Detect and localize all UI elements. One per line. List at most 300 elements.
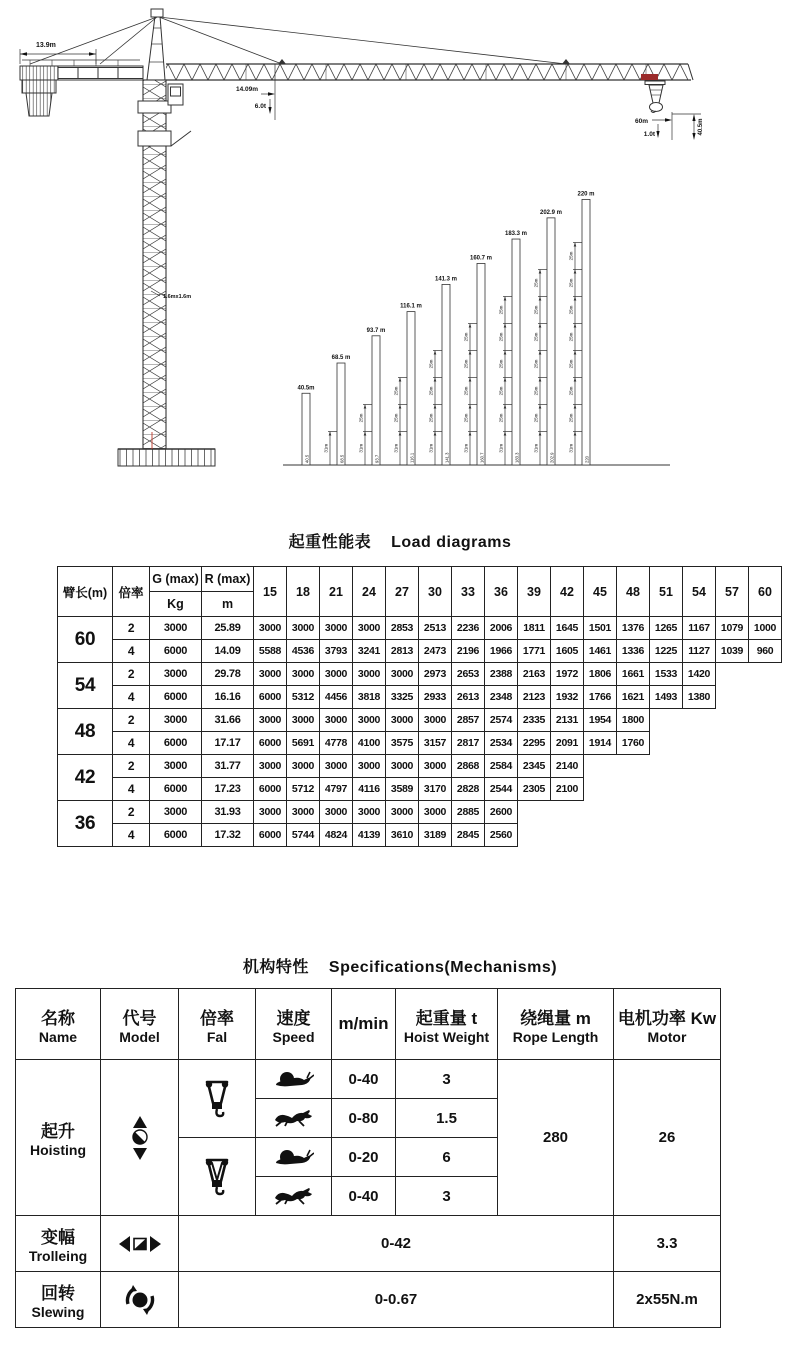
load-value-cell: 2236 (452, 617, 485, 640)
crane-foundation (118, 449, 215, 466)
segment-label: 25m (533, 359, 539, 369)
load-value-cell: 2163 (518, 663, 551, 686)
load-value-cell: 3000 (254, 617, 287, 640)
load-value-cell: 3000 (287, 801, 320, 824)
load-value-cell: 2140 (551, 755, 584, 778)
segment-label: 25m (498, 305, 504, 315)
radius-header: 27 (386, 567, 419, 617)
jib-length-cell: 54 (58, 663, 113, 709)
load-value-cell: 2100 (551, 778, 584, 801)
load-value-cell: 3000 (419, 755, 452, 778)
segment-label: 25m (498, 413, 504, 423)
segment-label: 31m (428, 443, 434, 453)
hook-icon (650, 103, 663, 112)
load-value-cell: 1811 (518, 617, 551, 640)
load-value-cell: 3000 (320, 709, 353, 732)
crane-mast (138, 80, 191, 449)
radius-header: 54 (683, 567, 716, 617)
counterweight-slab (20, 66, 58, 80)
bar-top-label: 160.7 m (469, 255, 493, 262)
segment-label: 25m (533, 332, 539, 342)
table-row (58, 686, 782, 709)
load-value-cell: 1376 (617, 617, 650, 640)
load-value-cell: 3000 (353, 663, 386, 686)
spec-table-title (0, 954, 800, 977)
load-value-cell: 3793 (320, 640, 353, 663)
counterweight-block (22, 80, 56, 93)
column-header: m/min (332, 989, 396, 1060)
load-value-cell: 2613 (452, 686, 485, 709)
fal-cell: 2 (113, 801, 150, 824)
motor-power-value: 3.3 (614, 1216, 721, 1272)
crane-drawing (0, 0, 800, 500)
fal-cell: 2 (113, 617, 150, 640)
load-value-cell: 3000 (254, 801, 287, 824)
gmax-cell: 6000 (150, 640, 202, 663)
load-value-cell: 2335 (518, 709, 551, 732)
load-value-cell: 1966 (485, 640, 518, 663)
mechanism-name-hoisting: 起升 Hoisting (16, 1060, 101, 1216)
gmax-cell: 3000 (150, 801, 202, 824)
fal-cell: 4 (113, 778, 150, 801)
load-value-cell: 3000 (353, 755, 386, 778)
segment-label: 25m (463, 413, 469, 423)
load-value-cell: 1806 (584, 663, 617, 686)
segment-label: 25m (533, 305, 539, 315)
load-value-cell: 1127 (683, 640, 716, 663)
rmax-unit-header: m (202, 592, 254, 617)
table-row (58, 732, 782, 755)
bar-top-label: 202.9 m (539, 209, 563, 216)
spec-table-title-cn: 机构特性 (242, 959, 309, 976)
gmax-cell: 6000 (150, 732, 202, 755)
load-value-cell: 3000 (386, 801, 419, 824)
segment-label: 25m (428, 413, 434, 423)
table-row (58, 755, 782, 778)
height-bar (547, 218, 555, 465)
crane-counter-jib (20, 60, 143, 116)
load-table-title-cn: 起重性能表 (288, 534, 372, 551)
crane-labels (36, 42, 704, 300)
load-value-cell: 2653 (452, 663, 485, 686)
speed-value: 0-40 (332, 1060, 396, 1099)
load-table (57, 566, 782, 847)
bar-base-label: 68.5 (339, 454, 345, 463)
rmax-cell: 16.16 (202, 686, 254, 709)
mechanism-name-trolleing: 变幅 Trolleing (16, 1216, 101, 1272)
load-value-cell: 1265 (650, 617, 683, 640)
load-value-cell: 1420 (683, 663, 716, 686)
load-value-cell: 3000 (287, 663, 320, 686)
load-value-cell: 2544 (485, 778, 518, 801)
rmax-cell: 17.23 (202, 778, 254, 801)
rmax-cell: 29.78 (202, 663, 254, 686)
hook-height-label: 40.5m (698, 118, 704, 136)
load-value-cell: 1771 (518, 640, 551, 663)
column-header: 电机功率 Kw Motor (614, 989, 721, 1060)
fal-cell: 2 (113, 709, 150, 732)
speed-value: 0-0.67 (179, 1272, 614, 1328)
snail-icon (256, 1138, 332, 1177)
load-value-cell: 1954 (584, 709, 617, 732)
table-row (58, 640, 782, 663)
load-value-cell: 4797 (320, 778, 353, 801)
slew-symbol-icon (101, 1272, 179, 1328)
table-row (58, 663, 782, 686)
fal-cell: 2 (113, 755, 150, 778)
segment-label: 25m (533, 413, 539, 423)
fal-cell: 4 (113, 640, 150, 663)
bar-top-label: 183.3 m (504, 231, 528, 238)
rmax-cell: 31.93 (202, 801, 254, 824)
speed-value: 0-40 (332, 1177, 396, 1216)
radius-header: 18 (287, 567, 320, 617)
segment-label: 25m (393, 413, 399, 423)
gmax-cell: 6000 (150, 824, 202, 847)
segment-label: 25m (533, 278, 539, 288)
load-value-cell: 3000 (254, 709, 287, 732)
load-value-cell: 2295 (518, 732, 551, 755)
bar-top-label: 93.7 m (366, 327, 386, 334)
bar-base-label: 93.7 (374, 454, 380, 463)
motor-power-value: 26 (614, 1060, 721, 1216)
table-row (58, 778, 782, 801)
load-value-cell: 3000 (386, 755, 419, 778)
radius-header: 45 (584, 567, 617, 617)
segment-label: 25m (428, 359, 434, 369)
load-value-cell: 960 (749, 640, 782, 663)
segment-label: 25m (463, 332, 469, 342)
column-header: 代号 Model (101, 989, 179, 1060)
load-value-cell: 3000 (254, 663, 287, 686)
load-value-cell: 1800 (617, 709, 650, 732)
fal-cell: 4 (113, 824, 150, 847)
load-value-cell: 2473 (419, 640, 452, 663)
load-value-cell: 1461 (584, 640, 617, 663)
load-value-cell: 3000 (386, 663, 419, 686)
rmax-cell: 31.66 (202, 709, 254, 732)
load-value-cell: 1533 (650, 663, 683, 686)
bar-base-label: 141.3 (444, 452, 450, 463)
bar-top-label: 220 m (577, 191, 595, 198)
load-value-cell: 2513 (419, 617, 452, 640)
segment-label: 25m (568, 386, 574, 396)
load-value-cell: 4456 (320, 686, 353, 709)
load-value-cell: 2345 (518, 755, 551, 778)
hare-icon (256, 1177, 332, 1216)
load-value-cell: 3157 (419, 732, 452, 755)
column-header: 绕绳量 m Rope Length (498, 989, 614, 1060)
load-value-cell: 6000 (254, 778, 287, 801)
load-value-cell: 2131 (551, 709, 584, 732)
segment-label: 25m (568, 278, 574, 288)
jib-length-cell: 48 (58, 709, 113, 755)
hoist-weight-value: 3 (396, 1060, 498, 1099)
load-table-title-en: Load diagrams (391, 534, 512, 551)
dimension-annotations (20, 49, 701, 296)
load-value-cell: 5312 (287, 686, 320, 709)
load-value-cell: 3170 (419, 778, 452, 801)
table-row (58, 709, 782, 732)
load-value-cell: 3189 (419, 824, 452, 847)
load-value-cell: 1493 (650, 686, 683, 709)
load-value-cell: 3000 (419, 709, 452, 732)
gmax-cell: 6000 (150, 778, 202, 801)
fal-cell: 4 (113, 732, 150, 755)
load-value-cell: 1605 (551, 640, 584, 663)
load-value-cell: 1766 (584, 686, 617, 709)
column-header: 名称 Name (16, 989, 101, 1060)
load-value-cell: 1336 (617, 640, 650, 663)
load-value-cell: 4116 (353, 778, 386, 801)
column-header: 起重量 t Hoist Weight (396, 989, 498, 1060)
bar-base-label: 160.7 (479, 452, 485, 463)
radius-header: 39 (518, 567, 551, 617)
tip-radius-label: 60m (634, 118, 648, 125)
load-value-cell: 3241 (353, 640, 386, 663)
load-value-cell: 2006 (485, 617, 518, 640)
load-value-cell: 3575 (386, 732, 419, 755)
load-value-cell: 5712 (287, 778, 320, 801)
load-value-cell: 1621 (617, 686, 650, 709)
load-value-cell: 3325 (386, 686, 419, 709)
segment-label: 25m (498, 332, 504, 342)
load-value-cell: 4100 (353, 732, 386, 755)
rope-length-value: 280 (498, 1060, 614, 1216)
rmax-header: R (max) (202, 567, 254, 592)
load-value-cell: 1000 (749, 617, 782, 640)
segment-label: 25m (498, 386, 504, 396)
load-value-cell: 1079 (716, 617, 749, 640)
bar-base-label: 40.5 (304, 454, 310, 463)
load-value-cell: 4139 (353, 824, 386, 847)
gmax-header: G (max) (150, 567, 202, 592)
bar-top-label: 68.5 m (331, 355, 351, 362)
trolley-symbol-icon (101, 1216, 179, 1272)
load-value-cell: 2123 (518, 686, 551, 709)
radius-header: 30 (419, 567, 452, 617)
segment-label: 25m (568, 332, 574, 342)
speed-value: 0-20 (332, 1138, 396, 1177)
load-value-cell: 2388 (485, 663, 518, 686)
hoist-weight-value: 1.5 (396, 1099, 498, 1138)
fal-cell: 2 (113, 663, 150, 686)
load-value-cell: 4536 (287, 640, 320, 663)
load-value-cell: 3000 (320, 801, 353, 824)
segment-label: 25m (393, 386, 399, 396)
segment-label: 25m (568, 359, 574, 369)
load-value-cell: 3000 (320, 617, 353, 640)
load-value-cell: 1914 (584, 732, 617, 755)
load-value-cell: 4824 (320, 824, 353, 847)
snail-icon (256, 1060, 332, 1099)
height-bar (477, 263, 485, 465)
radius-header: 51 (650, 567, 683, 617)
load-value-cell: 1645 (551, 617, 584, 640)
segment-label: 31m (533, 443, 539, 453)
load-value-cell: 3000 (320, 755, 353, 778)
load-value-cell: 2348 (485, 686, 518, 709)
jib-length-cell: 60 (58, 617, 113, 663)
load-value-cell: 2933 (419, 686, 452, 709)
spec-table-title-en: Specifications(Mechanisms) (328, 959, 558, 976)
rmax-cell: 25.89 (202, 617, 254, 640)
bar-base-label: 183.3 (514, 452, 520, 463)
load-value-cell: 3000 (386, 709, 419, 732)
jib-length-cell: 36 (58, 801, 113, 847)
load-value-cell: 1661 (617, 663, 650, 686)
fal-cell: 4 (113, 686, 150, 709)
load-value-cell: 2868 (452, 755, 485, 778)
segment-label: 31m (498, 443, 504, 453)
load-value-cell: 1501 (584, 617, 617, 640)
load-value-cell: 3000 (320, 663, 353, 686)
table-row (58, 617, 782, 640)
load-value-cell: 2560 (485, 824, 518, 847)
height-bar (302, 393, 310, 465)
load-value-cell: 3818 (353, 686, 386, 709)
load-value-cell: 5744 (287, 824, 320, 847)
load-value-cell: 1972 (551, 663, 584, 686)
radius-header: 57 (716, 567, 749, 617)
load-value-cell: 1167 (683, 617, 716, 640)
segment-label: 25m (498, 359, 504, 369)
segment-label: 31m (358, 443, 364, 453)
height-bar (582, 199, 590, 465)
rmax-cell: 14.09 (202, 640, 254, 663)
load-value-cell: 3589 (386, 778, 419, 801)
load-value-cell: 2600 (485, 801, 518, 824)
segment-label: 31m (393, 443, 399, 453)
load-value-cell: 3610 (386, 824, 419, 847)
load-value-cell: 2817 (452, 732, 485, 755)
segment-label: 25m (463, 386, 469, 396)
spec-table (15, 988, 721, 1328)
mechanism-name-slewing: 回转 Slewing (16, 1272, 101, 1328)
column-header: 倍率 Fal (179, 989, 256, 1060)
height-bar (407, 312, 415, 465)
load-value-cell: 2305 (518, 778, 551, 801)
jib-length-header: 臂长(m) (58, 567, 113, 617)
radius-header: 36 (485, 567, 518, 617)
bar-base-label: 116.1 (409, 452, 415, 463)
load-value-cell: 2584 (485, 755, 518, 778)
load-value-cell: 3000 (419, 801, 452, 824)
load-table-title (0, 529, 800, 552)
radius-header: 42 (551, 567, 584, 617)
height-bar (512, 239, 520, 465)
radius-header: 24 (353, 567, 386, 617)
load-value-cell: 3000 (287, 709, 320, 732)
segment-label: 25m (568, 305, 574, 315)
speed-value: 0-80 (332, 1099, 396, 1138)
hoisting-symbol-icon (101, 1060, 179, 1216)
segment-label: 25m (428, 386, 434, 396)
load-value-cell: 6000 (254, 686, 287, 709)
bar-top-label: 141.3 m (434, 276, 458, 283)
height-bar-chart (283, 191, 670, 465)
load-value-cell: 1225 (650, 640, 683, 663)
segment-label: 25m (568, 251, 574, 261)
radius-header: 21 (320, 567, 353, 617)
load-value-cell: 5588 (254, 640, 287, 663)
table-row (58, 801, 782, 824)
height-bar (337, 363, 345, 465)
segment-label: 31m (568, 443, 574, 453)
load-value-cell: 2574 (485, 709, 518, 732)
load-value-cell: 3000 (353, 617, 386, 640)
table-row (58, 824, 782, 847)
segment-label: 25m (463, 359, 469, 369)
gmax-cell: 3000 (150, 663, 202, 686)
load-value-cell: 2853 (386, 617, 419, 640)
load-value-cell: 3000 (287, 617, 320, 640)
counter-jib-length-label: 13.9m (36, 42, 56, 49)
bar-base-label: 202.9 (549, 452, 555, 463)
radius-header: 33 (452, 567, 485, 617)
segment-label: 25m (533, 386, 539, 396)
rmax-cell: 17.17 (202, 732, 254, 755)
crane-trolley-hook (645, 81, 665, 113)
gmax-cell: 3000 (150, 617, 202, 640)
hare-icon (256, 1099, 332, 1138)
load-value-cell: 1760 (617, 732, 650, 755)
load-value-cell: 1380 (683, 686, 716, 709)
gmax-cell: 6000 (150, 686, 202, 709)
load-value-cell: 2534 (485, 732, 518, 755)
load-value-cell: 2857 (452, 709, 485, 732)
rmax-cell: 31.77 (202, 755, 254, 778)
height-bar (442, 284, 450, 465)
radius-header: 15 (254, 567, 287, 617)
load-value-cell: 3000 (353, 801, 386, 824)
segment-label: 25m (568, 413, 574, 423)
jib-length-cell: 42 (58, 755, 113, 801)
bar-top-label: 116.1 m (400, 303, 422, 310)
load-value-cell: 2196 (452, 640, 485, 663)
load-value-cell: 4778 (320, 732, 353, 755)
load-value-cell: 6000 (254, 824, 287, 847)
load-value-cell: 2813 (386, 640, 419, 663)
load-value-cell: 2091 (551, 732, 584, 755)
load-value-cell: 1932 (551, 686, 584, 709)
crane-jib (166, 59, 693, 80)
load-value-cell: 6000 (254, 732, 287, 755)
mid-load-label: 6.0t (254, 103, 266, 110)
height-bar (372, 336, 380, 465)
segment-label: 31m (323, 443, 329, 453)
bar-top-label: 40.5m (297, 385, 315, 392)
hoist-weight-value: 6 (396, 1138, 498, 1177)
crane-structure (20, 9, 701, 466)
tip-load-label: 1.0t (643, 131, 655, 138)
speed-value: 0-42 (179, 1216, 614, 1272)
motor-power-value: 2x55N.m (614, 1272, 721, 1328)
four-fall-pulley-icon (179, 1138, 256, 1216)
segment-label: 25m (358, 413, 364, 423)
load-value-cell: 3000 (353, 709, 386, 732)
load-value-cell: 1039 (716, 640, 749, 663)
load-value-cell: 2885 (452, 801, 485, 824)
gmax-cell: 3000 (150, 755, 202, 778)
trolley-position-marker (641, 74, 658, 80)
mid-radius-label: 14.09m (235, 86, 258, 93)
bar-base-label: 220 (584, 456, 590, 463)
load-value-cell: 5691 (287, 732, 320, 755)
load-value-cell: 2845 (452, 824, 485, 847)
load-value-cell: 3000 (287, 755, 320, 778)
two-fall-pulley-icon (179, 1060, 256, 1138)
